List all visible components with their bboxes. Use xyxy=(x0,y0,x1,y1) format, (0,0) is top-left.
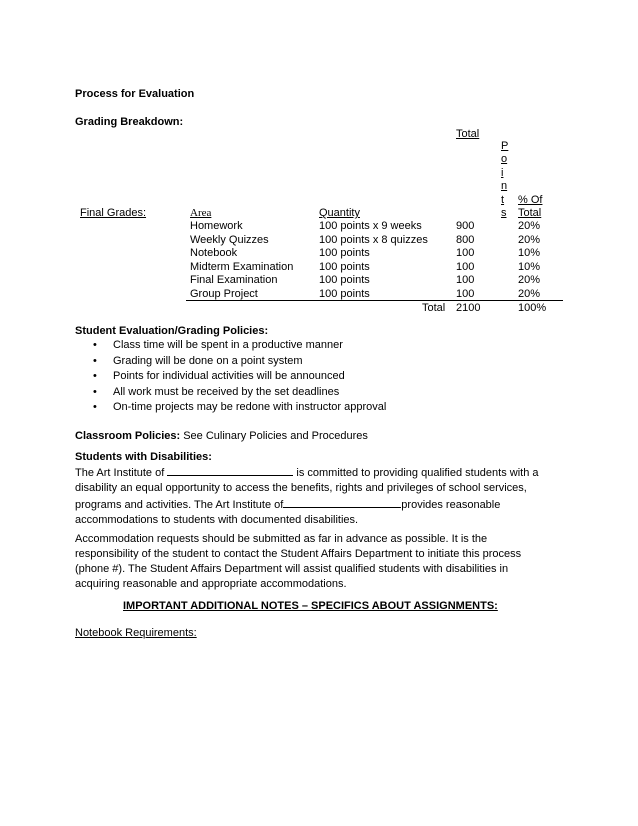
row-percent: 20% xyxy=(518,287,541,300)
accommodation-line4: acquiring reasonable and appropriate accommodations. xyxy=(75,578,347,590)
institute-name-blank xyxy=(167,464,293,476)
row-area: Group Project xyxy=(190,287,258,300)
total-points-header: Total xyxy=(456,128,480,140)
accommodation-paragraph xyxy=(75,532,575,592)
disabilities-line4: accommodations to students with documented disabilities. xyxy=(75,514,359,526)
row-area: Homework xyxy=(190,220,243,232)
student-policies-list xyxy=(93,338,386,416)
row-quantity: 100 points x 9 weeks xyxy=(319,220,422,232)
row-quantity: 100 points xyxy=(319,274,370,286)
row-percent: 10% xyxy=(518,260,541,273)
total-label: Total xyxy=(422,302,446,314)
process-title: Process for Evaluation xyxy=(75,88,195,100)
row-quantity: 100 points xyxy=(319,260,370,273)
total-points: 2100 xyxy=(456,302,481,314)
list-item: • Class time will be spent in a productive manner xyxy=(93,338,386,354)
percent-header-line1: % Of xyxy=(518,194,543,206)
quantity-header: Quantity xyxy=(319,207,360,219)
student-policies-title: Student Evaluation/Grading Policies: xyxy=(75,325,269,337)
disabilities-line3-end: provides reasonable xyxy=(401,499,501,511)
row-points: 100 xyxy=(456,274,475,286)
row-percent: 10% xyxy=(518,247,541,259)
row-points: 100 xyxy=(456,247,475,259)
list-item: • Points for individual activities will be announced xyxy=(93,369,386,385)
points-header-letter: o xyxy=(501,153,508,166)
classroom-policies-text: See Culinary Policies and Procedures xyxy=(180,430,368,442)
classroom-policies xyxy=(75,430,368,443)
row-percent: 20% xyxy=(518,274,541,286)
points-header-letter: t xyxy=(501,193,505,206)
row-area: Weekly Quizzes xyxy=(190,233,269,246)
list-item: • All work must be received by the set deadlines xyxy=(93,385,386,401)
notebook-requirements-heading: Notebook Requirements: xyxy=(75,627,197,639)
row-quantity: 100 points x 8 quizzes xyxy=(319,233,428,246)
accommodation-line3: (phone #). The Student Affairs Department will assist qualified students with disabilities in xyxy=(75,563,509,575)
percent-header-line2: Total xyxy=(518,207,542,219)
institute-name-blank-2 xyxy=(283,496,401,508)
disabilities-line1-end: is committed to providing qualified students with a xyxy=(293,467,539,479)
grading-breakdown-label: Grading Breakdown: xyxy=(75,116,184,128)
row-area: Midterm Examination xyxy=(190,260,294,273)
accommodation-line1: Accommodation requests should be submitted as far in advance as possible. It is the xyxy=(75,533,488,545)
total-percent: 100% xyxy=(518,302,547,314)
list-item: • On-time projects may be redone with instructor approval xyxy=(93,400,386,416)
points-header-letter: i xyxy=(501,166,504,179)
points-header-letter: P xyxy=(501,140,509,152)
row-points: 800 xyxy=(456,233,475,246)
points-header-letter: n xyxy=(501,180,508,193)
list-item: • Grading will be done on a point system xyxy=(93,354,386,370)
final-grades-label: Final Grades: xyxy=(80,207,147,219)
row-quantity: 100 points xyxy=(319,287,370,300)
disabilities-line1-start: The Art Institute of xyxy=(75,467,168,479)
row-points: 100 xyxy=(456,260,475,273)
area-header: Area xyxy=(190,207,212,219)
disabilities-title: Students with Disabilities: xyxy=(75,451,212,463)
row-quantity: 100 points xyxy=(319,247,370,259)
row-points: 900 xyxy=(456,220,475,232)
disabilities-paragraph xyxy=(75,464,575,528)
row-area: Final Examination xyxy=(190,274,278,286)
disabilities-line2: disability an equal opportunity to access the benefits, rights and privileges of school services, xyxy=(75,482,527,494)
row-area: Notebook xyxy=(190,247,238,259)
row-percent: 20% xyxy=(518,220,541,232)
points-header-letter: s xyxy=(501,206,507,219)
row-points: 100 xyxy=(456,287,475,300)
row-percent: 20% xyxy=(518,233,541,246)
points-header-vertical xyxy=(501,140,511,220)
disabilities-line3-start: programs and activities. The Art Institute of xyxy=(75,499,284,511)
table-total-rule xyxy=(186,300,563,301)
classroom-policies-label: Classroom Policies: xyxy=(75,430,181,442)
important-notes-heading: IMPORTANT ADDITIONAL NOTES – SPECIFICS ABOUT ASSIGNMENTS: xyxy=(123,600,498,612)
accommodation-line2: responsibility of the student to contact the Student Affairs Department to initiate this process xyxy=(75,548,522,560)
